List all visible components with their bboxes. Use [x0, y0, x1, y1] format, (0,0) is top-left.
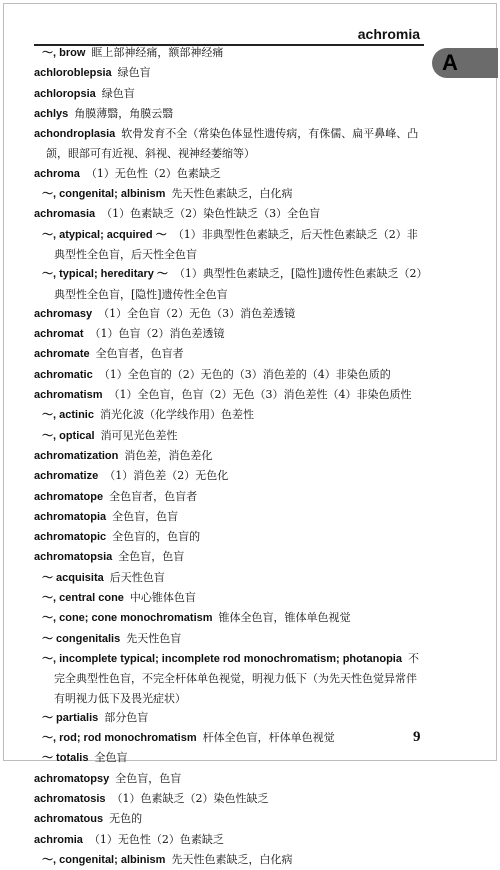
- entry-definition: 消色差，消色差化: [124, 448, 213, 462]
- dictionary-entry: [34, 365, 426, 385]
- dictionary-entry: [34, 324, 426, 344]
- entry-headword: ～, incomplete typical; incomplete rod monochromatism; photanopia: [42, 652, 402, 665]
- entry-definition: 先天性色素缺乏，白化病: [171, 852, 293, 866]
- entry-definition: 先天性色盲: [126, 631, 182, 645]
- entry-definition: 杆体全色盲，杆体单色视觉: [202, 731, 335, 745]
- entry-headword: ～, central cone: [42, 592, 124, 605]
- entry-definition: 先天性色素缺乏，白化病: [171, 187, 293, 201]
- entry-headword: achondroplasia: [34, 128, 116, 141]
- entry-headword: achromatopsia: [34, 551, 113, 564]
- entry-definition: 软骨发育不全（常染色体显性遗传病，有侏儒、扁平鼻峰、凸颌，眼部可有近视、斜视、视神经萎缩等）: [46, 127, 419, 161]
- sub-entry: [42, 649, 426, 708]
- sub-entry: [42, 264, 426, 304]
- entry-definition: （1）全色盲（2）无色（3）消色差透镜: [98, 306, 296, 320]
- entry-definition: （1）全色盲，色盲（2）无色（3）消色差性（4）非染色质性: [108, 388, 412, 402]
- entry-headword: achromatism: [34, 389, 103, 402]
- entry-definition: （1）色素缺乏（2）染色性缺乏: [111, 791, 269, 805]
- sub-entry: [42, 568, 426, 588]
- entry-headword: achromasy: [34, 307, 93, 320]
- entry-headword: ～, cone; cone monochromatism: [42, 612, 213, 625]
- sub-entry: [42, 405, 426, 425]
- dictionary-entry: [34, 547, 426, 567]
- entry-headword: ～, congenital; albinism: [42, 188, 166, 201]
- dictionary-entry: [34, 385, 426, 405]
- entry-headword: ～, optical: [42, 429, 95, 442]
- entry-headword: achlys: [34, 107, 69, 120]
- dictionary-entry: [34, 809, 426, 829]
- entry-definition: （1）色盲（2）消色差透镜: [89, 327, 225, 341]
- entry-definition: （1）色素缺乏（2）染色性缺乏（3）全色盲: [101, 207, 321, 221]
- entry-definition: （1）典型性色素缺乏，[隐性]遗传性色素缺乏（2）典型性全色盲，[隐性]遗传性全色盲: [54, 267, 423, 301]
- entry-definition: 全色盲: [94, 751, 128, 765]
- entry-definition: 消可见光色差性: [100, 428, 178, 442]
- dictionary-entry: [34, 466, 426, 486]
- dictionary-entry: [34, 204, 426, 224]
- entry-definition: （1）非典型性色素缺乏，后天性色素缺乏（2）非典型性全色盲，后天性全色盲: [54, 227, 418, 261]
- dictionary-entry: [34, 446, 426, 466]
- entry-definition: 全色盲，色盲: [118, 550, 185, 564]
- entry-definition: 全色盲者，色盲者: [109, 489, 198, 503]
- entry-definition: 全色盲，色盲: [115, 771, 182, 785]
- sub-entry: [42, 748, 426, 768]
- entry-definition: （1）消色差（2）无色化: [104, 469, 229, 483]
- dictionary-entry: [34, 527, 426, 547]
- entry-definition: 全色盲，色盲: [112, 509, 179, 523]
- entry-definition: 全色盲的，色盲的: [112, 530, 201, 544]
- dictionary-entry: [34, 344, 426, 364]
- dictionary-entry: [34, 84, 426, 104]
- entry-definition: 绿色盲: [101, 86, 135, 100]
- entry-headword: achromate: [34, 348, 90, 361]
- entry-headword: achromatope: [34, 490, 104, 503]
- running-head-word: achromia: [357, 26, 420, 42]
- entry-headword: achromatize: [34, 470, 99, 483]
- entry-headword: achloropsia: [34, 87, 96, 100]
- sub-entry: [42, 426, 426, 446]
- entry-definition: 全色盲者，色盲者: [95, 347, 184, 361]
- dictionary-entry: [34, 789, 426, 809]
- dictionary-entry: [34, 63, 426, 83]
- entry-headword: achromatization: [34, 449, 119, 462]
- entry-headword: achromia: [34, 833, 83, 846]
- entry-headword: ～, atypical; acquired ～: [42, 228, 167, 241]
- entry-headword: ～ congenitalis: [42, 632, 121, 645]
- dictionary-entry: [34, 830, 426, 850]
- entry-definition: （1）无色性（2）色素缺乏: [85, 166, 221, 180]
- entry-headword: ～, brow: [42, 47, 86, 59]
- entry-headword: ～, typical; hereditary ～: [42, 268, 168, 281]
- entry-headword: ～ totalis: [42, 752, 89, 765]
- dictionary-entries: [34, 43, 426, 870]
- thumb-index-tab: [432, 48, 498, 78]
- sub-entry: [42, 728, 426, 748]
- dictionary-entry: [34, 769, 426, 789]
- sub-entry: [42, 184, 426, 204]
- entry-definition: （1）全色盲的（2）无色的（3）消色差的（4）非染色质的: [98, 367, 391, 381]
- entry-definition: 部分色盲: [104, 710, 149, 724]
- entry-headword: ～, actinic: [42, 409, 94, 422]
- dictionary-entry: [34, 487, 426, 507]
- sub-entry: [42, 608, 426, 628]
- entry-definition: 角膜薄翳，角膜云翳: [74, 106, 174, 120]
- thumb-index-letter: A: [442, 50, 458, 75]
- entry-definition: 后天性色盲: [109, 570, 165, 584]
- entry-headword: achroma: [34, 167, 80, 180]
- sub-entry: [42, 629, 426, 649]
- dictionary-entry: [34, 164, 426, 184]
- page-number: 9: [413, 729, 421, 745]
- entry-headword: achromatosis: [34, 792, 106, 805]
- entry-headword: achloroblepsia: [34, 67, 112, 80]
- entry-headword: achromat: [34, 328, 84, 341]
- entry-headword: achromatopsy: [34, 772, 110, 785]
- entry-definition: 消光化波（化学线作用）色差性: [99, 408, 254, 422]
- entry-definition: 锥体全色盲，锥体单色视觉: [218, 611, 351, 625]
- entry-headword: achromatopic: [34, 531, 107, 544]
- entry-headword: achromatopia: [34, 510, 107, 523]
- dictionary-entry: [34, 507, 426, 527]
- entry-headword: ～, rod; rod monochromatism: [42, 732, 197, 745]
- entry-headword: ～ acquisita: [42, 571, 104, 584]
- entry-headword: achromatous: [34, 813, 104, 826]
- entry-definition: 不完全典型性色盲，不完全杆体单色视觉，明视力低下（为先天性色觉异常伴有明视力低下及畏光症状）: [54, 651, 419, 705]
- entry-definition: 无色的: [109, 812, 143, 826]
- entry-headword: ～ partialis: [42, 711, 99, 724]
- entry-definition: （1）无色性（2）色素缺乏: [88, 832, 224, 846]
- entry-headword: achromatic: [34, 368, 93, 381]
- entry-definition: 绿色盲: [117, 66, 151, 80]
- sub-entry: [42, 225, 426, 265]
- dictionary-entry: [34, 124, 426, 164]
- entry-headword: achromasia: [34, 208, 96, 221]
- dictionary-entry: [34, 304, 426, 324]
- sub-entry: [42, 708, 426, 728]
- sub-entry: [42, 43, 426, 63]
- sub-entry: [42, 588, 426, 608]
- sub-entry: [42, 850, 426, 870]
- dictionary-entry: [34, 104, 426, 124]
- entry-headword: ～, congenital; albinism: [42, 853, 166, 866]
- entry-definition: 眶上部神经痛，额部神经痛: [91, 46, 224, 59]
- entry-definition: 中心锥体色盲: [129, 591, 196, 605]
